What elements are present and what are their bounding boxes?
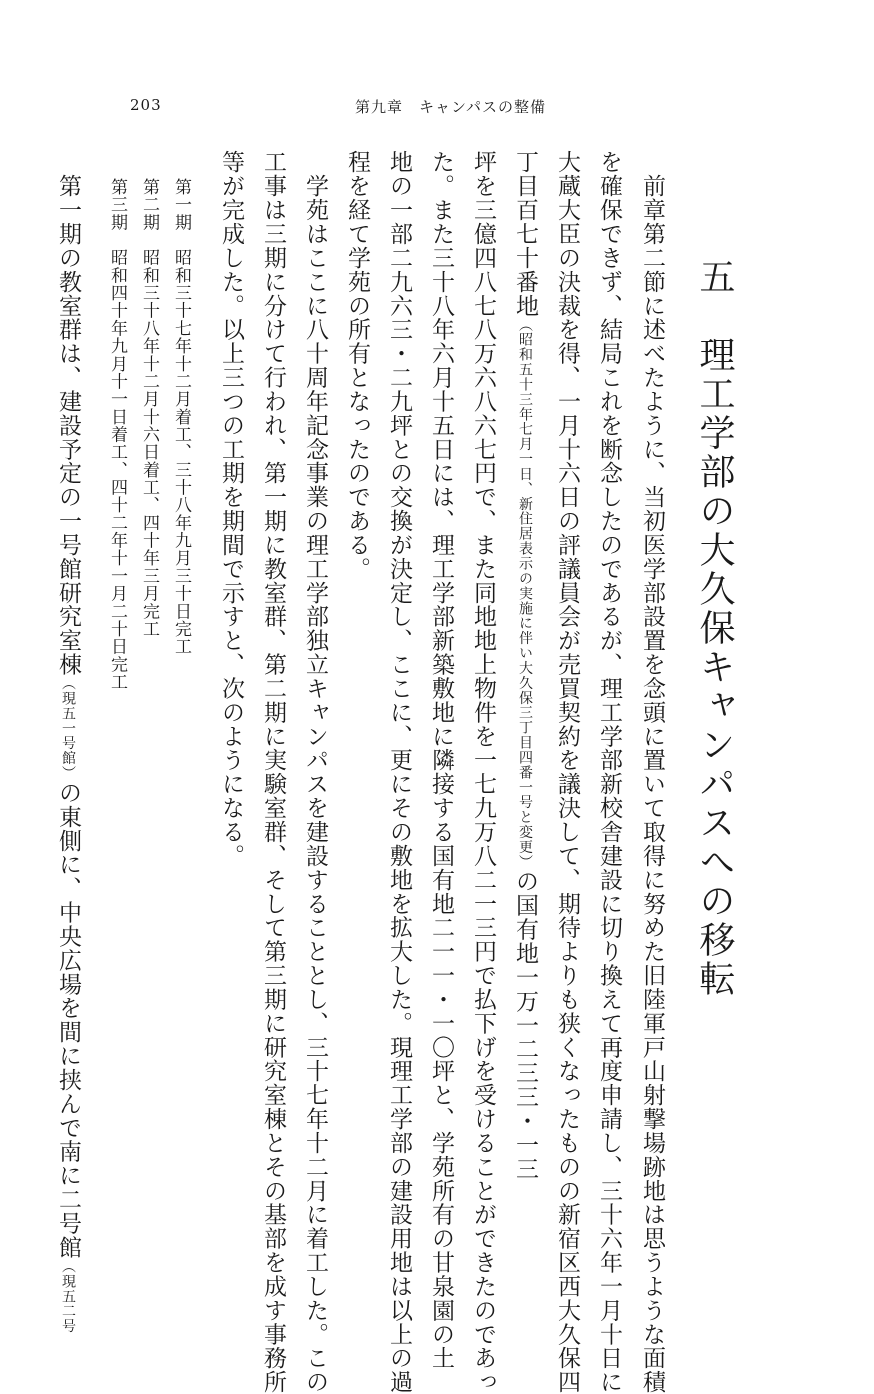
- body-line: 学苑はここに八十周年記念事業の理工学部独立キャンパスを建設することとし、三十七年十二月に着工した。この: [302, 150, 328, 1394]
- body-line: を確保できず、結局これを断念したのであるが、理工学部新校舎建設に切り換えて再度申請し、三十六年一月十日に: [596, 150, 622, 1394]
- body-line: [56, 150, 79, 1334]
- chapter-label: 第九章: [355, 98, 404, 116]
- body-line: 前章第二節に述べたように、当初医学部設置を念頭に置いて取得に努めた旧陸軍戸山射撃場跡地は思うような面積: [639, 150, 665, 1394]
- running-header: [355, 96, 546, 117]
- schedule-item: 第二期 昭和三十八年十二月十六日着工、四十年三月完工: [139, 178, 159, 638]
- body-line-head: 第一期の教室群は、建設予定の一号館研究室棟: [55, 150, 81, 677]
- building-note: （現五一号館）: [60, 676, 76, 781]
- body-line: た。また三十八年六月十五日には、理工学部新築敷地に隣接する国有地二一一・一〇坪と、学苑所有の甘泉園の土: [428, 150, 454, 1370]
- body-line: 地の一部二九六三・二九坪との交換が決定し、ここに、更にその敷地を拡大した。現理工学部の建設用地は以上の過: [386, 150, 412, 1394]
- body-line: 大蔵大臣の決裁を得、一月十六日の評議員会が売買契約を議決して、期待よりも狭くなったものの新宿区西大久保四: [554, 150, 580, 1394]
- body-line-tail: の国有地一万一二三三・一三: [512, 869, 538, 1181]
- building-note: （現五二号: [60, 1259, 76, 1334]
- chapter-title: キャンパスの整備: [419, 98, 546, 116]
- address-note: （昭和五十三年七月一日、新住居表示の実施に伴い大久保三丁目四番一号と変更）: [517, 317, 533, 870]
- body-line: 工事は三期に分けて行われ、第一期に教室群、第二期に実験室群、そして第三期に研究室棟とその基部を成す事務所: [260, 150, 286, 1394]
- schedule-item: 第三期 昭和四十年九月十一日着工、四十二年十一月二十日完工: [107, 178, 127, 691]
- schedule-item: 第一期 昭和三十七年十二月着工、三十八年九月三十日完工: [171, 178, 191, 656]
- body-line: 等が完成した。以上三つの工期を期間で示すと、次のようになる。: [218, 150, 244, 868]
- section-title: 五 理工学部の大久保キャンパスへの移転: [694, 258, 735, 999]
- page-number: 203: [130, 96, 162, 114]
- body-line: [513, 150, 536, 1180]
- body-line-mid: の東側に、中央広場を間に挟んで南に二号館: [55, 780, 81, 1260]
- body-line-head: 丁目百七十番地: [512, 150, 538, 318]
- body-line: 坪を三億四八七八万六八六七円で、また同地地上物件を一七九万八二一三円で払下げを受けることができたのであっ: [470, 150, 496, 1394]
- body-line: 程を経て学苑の所有となったのである。: [344, 150, 370, 581]
